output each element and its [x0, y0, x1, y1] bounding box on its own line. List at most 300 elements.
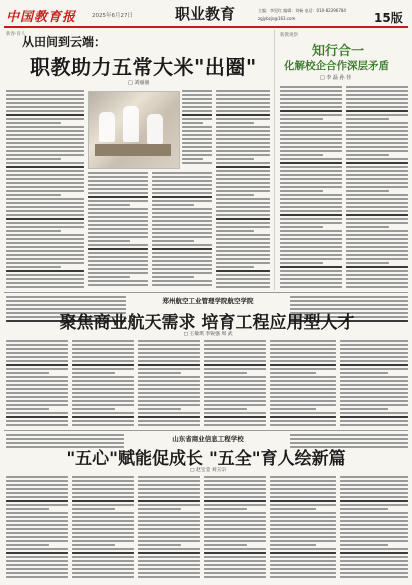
text-line-placeholder — [6, 572, 68, 574]
text-line-placeholder — [346, 242, 408, 244]
text-line-placeholder — [6, 360, 68, 362]
text-line-placeholder — [72, 552, 134, 554]
text-line-placeholder — [88, 268, 148, 270]
text-line-placeholder — [6, 416, 68, 418]
text-line-placeholder — [280, 94, 342, 96]
text-line-placeholder — [6, 162, 84, 164]
text-line-placeholder — [6, 94, 84, 96]
text-line-placeholder — [270, 540, 336, 542]
text-line-placeholder — [216, 230, 254, 232]
text-line-placeholder — [6, 552, 68, 554]
text-line-placeholder — [216, 274, 270, 276]
text-line-placeholder — [346, 90, 408, 92]
text-line-placeholder — [152, 268, 212, 270]
text-line-placeholder — [88, 180, 148, 182]
text-line-placeholder — [216, 254, 270, 256]
text-line-placeholder — [216, 106, 270, 108]
text-line-placeholder — [340, 536, 408, 538]
text-line-placeholder — [6, 384, 68, 386]
text-line-placeholder — [270, 564, 336, 566]
text-line-placeholder — [204, 548, 266, 550]
text-line-placeholder — [6, 438, 124, 440]
text-line-placeholder — [138, 424, 200, 426]
text-line-placeholder — [216, 218, 270, 220]
text-line-placeholder — [138, 496, 200, 498]
text-line-placeholder — [280, 98, 342, 100]
text-line-placeholder — [152, 208, 212, 210]
text-line-placeholder — [88, 264, 148, 266]
text-line-placeholder — [138, 500, 200, 502]
text-line-placeholder — [204, 476, 266, 478]
text-line-placeholder — [72, 344, 134, 346]
text-line-placeholder — [340, 552, 408, 554]
text-line-placeholder — [270, 376, 336, 378]
text-line-placeholder — [138, 480, 200, 482]
text-line-placeholder — [6, 420, 68, 422]
text-line-placeholder — [216, 270, 270, 272]
text-line-placeholder — [6, 190, 84, 192]
text-line-placeholder — [270, 396, 336, 398]
text-line-placeholder — [182, 110, 212, 112]
text-line-placeholder — [216, 98, 270, 100]
text-line-placeholder — [138, 564, 200, 566]
text-line-placeholder — [138, 524, 200, 526]
text-line-placeholder — [6, 202, 84, 204]
text-line-placeholder — [88, 188, 148, 190]
text-line-placeholder — [216, 122, 254, 124]
text-line-placeholder — [204, 568, 266, 570]
text-line-placeholder — [6, 540, 68, 542]
text-line-placeholder — [138, 408, 181, 410]
text-line-placeholder — [346, 270, 408, 272]
text-line-placeholder — [270, 344, 336, 346]
text-line-placeholder — [88, 224, 148, 226]
text-line-placeholder — [152, 180, 212, 182]
text-line-placeholder — [340, 404, 408, 406]
text-line-placeholder — [6, 214, 84, 216]
vertical-divider — [274, 30, 275, 290]
text-line-placeholder — [280, 286, 342, 288]
text-line-placeholder — [138, 552, 200, 554]
text-line-placeholder — [270, 348, 336, 350]
text-line-placeholder — [204, 560, 266, 562]
text-line-placeholder — [346, 278, 408, 280]
text-line-placeholder — [216, 154, 270, 156]
bottom-col-3 — [138, 476, 200, 581]
text-line-placeholder — [204, 376, 266, 378]
text-line-placeholder — [88, 220, 148, 222]
editor-line: 主编：李见红 编辑：刘畅 电话：010-82296784 — [258, 8, 346, 13]
text-line-placeholder — [152, 240, 194, 242]
text-line-placeholder — [152, 248, 212, 250]
text-line-placeholder — [340, 488, 408, 490]
text-line-placeholder — [346, 110, 408, 112]
text-line-placeholder — [270, 484, 336, 486]
text-line-placeholder — [290, 438, 408, 440]
text-line-placeholder — [340, 352, 408, 354]
text-line-placeholder — [6, 234, 84, 236]
text-line-placeholder — [138, 492, 200, 494]
text-line-placeholder — [6, 364, 68, 366]
right-byline: □ 李 磊 孙 佳 — [320, 75, 352, 81]
text-line-placeholder — [270, 500, 336, 502]
text-line-placeholder — [6, 114, 84, 116]
text-line-placeholder — [340, 532, 408, 534]
text-line-placeholder — [138, 536, 200, 538]
text-line-placeholder — [72, 556, 134, 558]
text-line-placeholder — [270, 400, 336, 402]
text-line-placeholder — [182, 158, 203, 160]
text-line-placeholder — [182, 130, 212, 132]
text-line-placeholder — [6, 304, 126, 306]
middle-title: 聚焦商业航天需求 培育工程应用型人才 — [59, 313, 355, 333]
text-line-placeholder — [280, 166, 342, 168]
text-line-placeholder — [88, 236, 148, 238]
text-line-placeholder — [216, 118, 270, 120]
text-line-placeholder — [204, 504, 266, 506]
text-line-placeholder — [346, 178, 408, 180]
text-line-placeholder — [346, 210, 408, 212]
lead-photo — [88, 91, 180, 169]
text-line-placeholder — [346, 142, 408, 144]
text-line-placeholder — [216, 198, 270, 200]
text-line-placeholder — [6, 222, 84, 224]
bottom-col-6 — [340, 476, 408, 581]
text-line-placeholder — [216, 174, 270, 176]
text-line-placeholder — [88, 200, 148, 202]
text-line-placeholder — [88, 252, 148, 254]
text-line-placeholder — [204, 424, 266, 426]
text-line-placeholder — [216, 182, 270, 184]
text-line-placeholder — [280, 86, 342, 88]
text-line-placeholder — [280, 202, 342, 204]
text-line-placeholder — [72, 568, 134, 570]
text-line-placeholder — [6, 198, 84, 200]
text-line-placeholder — [6, 380, 68, 382]
text-line-placeholder — [204, 544, 247, 546]
text-line-placeholder — [6, 122, 61, 124]
text-line-placeholder — [182, 90, 212, 92]
text-line-placeholder — [6, 496, 68, 498]
text-line-placeholder — [204, 528, 266, 530]
text-line-placeholder — [340, 368, 408, 370]
text-line-placeholder — [270, 476, 336, 478]
text-line-placeholder — [6, 528, 68, 530]
text-line-placeholder — [72, 384, 134, 386]
text-line-placeholder — [204, 384, 266, 386]
right-title-line1: 知行合一 — [312, 44, 365, 59]
text-line-placeholder — [216, 246, 270, 248]
text-line-placeholder — [216, 94, 270, 96]
text-line-placeholder — [340, 484, 408, 486]
text-line-placeholder — [72, 368, 134, 370]
text-line-placeholder — [88, 276, 130, 278]
text-line-placeholder — [280, 102, 342, 104]
text-line-placeholder — [152, 224, 212, 226]
text-line-placeholder — [6, 270, 84, 272]
text-line-placeholder — [204, 512, 266, 514]
middle-col-5 — [270, 340, 336, 428]
text-line-placeholder — [204, 368, 266, 370]
text-line-placeholder — [6, 356, 68, 358]
text-line-placeholder — [6, 282, 84, 284]
text-line-placeholder — [204, 388, 266, 390]
text-line-placeholder — [346, 122, 408, 124]
text-line-placeholder — [270, 492, 336, 494]
text-line-placeholder — [340, 480, 408, 482]
text-line-placeholder — [88, 248, 148, 250]
text-line-placeholder — [270, 528, 336, 530]
text-line-placeholder — [216, 286, 270, 288]
text-line-placeholder — [280, 242, 342, 244]
text-line-placeholder — [280, 222, 342, 224]
text-line-placeholder — [280, 282, 342, 284]
text-line-placeholder — [6, 564, 68, 566]
text-line-placeholder — [340, 396, 408, 398]
text-line-placeholder — [182, 126, 212, 128]
text-line-placeholder — [280, 238, 342, 240]
text-line-placeholder — [6, 206, 84, 208]
text-line-placeholder — [152, 172, 212, 174]
text-line-placeholder — [346, 198, 408, 200]
masthead-rule — [4, 26, 408, 28]
middle-top-rule — [4, 292, 408, 293]
text-line-placeholder — [138, 352, 200, 354]
text-line-placeholder — [340, 560, 408, 562]
text-line-placeholder — [138, 364, 200, 366]
text-line-placeholder — [6, 90, 84, 92]
text-line-placeholder — [88, 204, 130, 206]
text-line-placeholder — [152, 244, 212, 246]
text-line-placeholder — [138, 348, 200, 350]
text-line-placeholder — [72, 548, 134, 550]
text-line-placeholder — [216, 158, 254, 160]
text-line-placeholder — [6, 484, 68, 486]
text-line-placeholder — [216, 162, 270, 164]
photo-figure-2 — [123, 106, 139, 142]
text-line-placeholder — [346, 214, 408, 216]
section-title: 职业教育 — [174, 5, 235, 23]
text-line-placeholder — [152, 188, 212, 190]
text-line-placeholder — [152, 212, 212, 214]
text-line-placeholder — [216, 214, 270, 216]
text-line-placeholder — [346, 102, 408, 104]
text-line-placeholder — [6, 182, 84, 184]
bottom-kicker: 山东省商业信息工程学校 — [172, 435, 244, 443]
text-line-placeholder — [270, 504, 336, 506]
text-line-placeholder — [72, 348, 134, 350]
text-line-placeholder — [6, 372, 49, 374]
text-line-placeholder — [6, 396, 68, 398]
text-line-placeholder — [182, 162, 212, 164]
text-line-placeholder — [216, 210, 270, 212]
text-line-placeholder — [138, 404, 200, 406]
text-line-placeholder — [346, 222, 408, 224]
text-line-placeholder — [72, 504, 134, 506]
text-line-placeholder — [6, 102, 84, 104]
text-line-placeholder — [346, 94, 408, 96]
text-line-placeholder — [152, 264, 212, 266]
text-line-placeholder — [340, 544, 388, 546]
text-line-placeholder — [280, 250, 342, 252]
text-line-placeholder — [6, 340, 68, 342]
text-line-placeholder — [280, 258, 342, 260]
text-line-placeholder — [280, 130, 342, 132]
text-line-placeholder — [6, 544, 49, 546]
text-line-placeholder — [152, 232, 212, 234]
text-line-placeholder — [6, 130, 84, 132]
text-line-placeholder — [216, 266, 254, 268]
text-line-placeholder — [280, 190, 323, 192]
text-line-placeholder — [72, 536, 134, 538]
text-line-placeholder — [72, 424, 134, 426]
text-line-placeholder — [346, 258, 408, 260]
text-line-placeholder — [280, 150, 342, 152]
text-line-placeholder — [216, 178, 270, 180]
text-line-placeholder — [72, 420, 134, 422]
text-line-placeholder — [346, 194, 408, 196]
text-line-placeholder — [6, 226, 84, 228]
text-line-placeholder — [346, 250, 408, 252]
text-line-placeholder — [270, 340, 336, 342]
text-line-placeholder — [280, 142, 342, 144]
text-line-placeholder — [204, 516, 266, 518]
text-line-placeholder — [270, 532, 336, 534]
text-line-placeholder — [88, 192, 148, 194]
text-line-placeholder — [204, 352, 266, 354]
text-line-placeholder — [340, 568, 408, 570]
text-line-placeholder — [216, 194, 254, 196]
text-line-placeholder — [72, 396, 134, 398]
bottom-col-5 — [270, 476, 336, 581]
text-line-placeholder — [72, 500, 134, 502]
text-line-placeholder — [138, 376, 200, 378]
text-line-placeholder — [216, 278, 270, 280]
text-line-placeholder — [346, 186, 408, 188]
text-line-placeholder — [216, 282, 270, 284]
text-line-placeholder — [280, 214, 342, 216]
text-line-placeholder — [6, 194, 61, 196]
text-line-placeholder — [204, 552, 266, 554]
text-line-placeholder — [72, 480, 134, 482]
text-line-placeholder — [72, 404, 134, 406]
text-line-placeholder — [280, 126, 342, 128]
lead-col-4 — [182, 90, 212, 168]
text-line-placeholder — [182, 102, 212, 104]
text-line-placeholder — [270, 372, 316, 374]
text-line-placeholder — [204, 496, 266, 498]
text-line-placeholder — [346, 226, 389, 228]
text-line-placeholder — [6, 348, 68, 350]
text-line-placeholder — [204, 488, 266, 490]
text-line-placeholder — [270, 424, 336, 426]
text-line-placeholder — [138, 544, 181, 546]
text-line-placeholder — [270, 356, 336, 358]
text-line-placeholder — [182, 142, 212, 144]
text-line-placeholder — [72, 524, 134, 526]
text-line-placeholder — [216, 206, 270, 208]
text-line-placeholder — [72, 508, 115, 510]
text-line-placeholder — [280, 158, 342, 160]
text-line-placeholder — [346, 238, 408, 240]
text-line-placeholder — [182, 154, 212, 156]
text-line-placeholder — [216, 114, 270, 116]
text-line-placeholder — [72, 376, 134, 378]
text-line-placeholder — [216, 90, 270, 92]
text-line-placeholder — [138, 560, 200, 562]
text-line-placeholder — [72, 576, 134, 578]
text-line-placeholder — [152, 280, 212, 282]
text-line-placeholder — [340, 564, 408, 566]
text-line-placeholder — [88, 256, 148, 258]
text-line-placeholder — [88, 284, 148, 286]
text-line-placeholder — [6, 230, 61, 232]
text-line-placeholder — [346, 182, 408, 184]
text-line-placeholder — [346, 282, 408, 284]
text-line-placeholder — [270, 364, 336, 366]
text-line-placeholder — [204, 408, 247, 410]
text-line-placeholder — [138, 548, 200, 550]
right-title-line2: 化解校企合作深层矛盾 — [284, 60, 389, 72]
text-line-placeholder — [6, 504, 68, 506]
text-line-placeholder — [204, 380, 266, 382]
text-line-placeholder — [6, 242, 84, 244]
text-line-placeholder — [72, 572, 134, 574]
text-line-placeholder — [6, 186, 84, 188]
text-line-placeholder — [346, 266, 408, 268]
text-line-placeholder — [346, 218, 408, 220]
text-line-placeholder — [6, 516, 68, 518]
text-line-placeholder — [72, 412, 134, 414]
text-line-placeholder — [346, 274, 408, 276]
text-line-placeholder — [6, 146, 84, 148]
text-line-placeholder — [280, 266, 342, 268]
text-line-placeholder — [6, 210, 84, 212]
text-line-placeholder — [280, 246, 342, 248]
text-line-placeholder — [72, 544, 115, 546]
text-line-placeholder — [270, 536, 336, 538]
text-line-placeholder — [88, 176, 148, 178]
text-line-placeholder — [280, 134, 342, 136]
text-line-placeholder — [6, 300, 126, 302]
text-line-placeholder — [204, 536, 266, 538]
text-line-placeholder — [346, 206, 408, 208]
text-line-placeholder — [280, 274, 342, 276]
text-line-placeholder — [204, 484, 266, 486]
text-line-placeholder — [88, 244, 148, 246]
text-line-placeholder — [340, 392, 408, 394]
text-line-placeholder — [6, 352, 68, 354]
text-line-placeholder — [346, 254, 408, 256]
text-line-placeholder — [270, 556, 336, 558]
text-line-placeholder — [138, 356, 200, 358]
text-line-placeholder — [6, 266, 61, 268]
text-line-placeholder — [72, 380, 134, 382]
text-line-placeholder — [182, 134, 212, 136]
text-line-placeholder — [182, 146, 212, 148]
text-line-placeholder — [280, 122, 342, 124]
text-line-placeholder — [340, 356, 408, 358]
text-line-placeholder — [152, 252, 212, 254]
text-line-placeholder — [280, 186, 342, 188]
lead-kicker: 新春·育人 — [6, 32, 26, 37]
text-line-placeholder — [152, 176, 212, 178]
text-line-placeholder — [138, 412, 200, 414]
page-number: 15版 — [374, 11, 403, 25]
text-line-placeholder — [6, 560, 68, 562]
text-line-placeholder — [346, 190, 389, 192]
right-col-2 — [346, 86, 408, 290]
